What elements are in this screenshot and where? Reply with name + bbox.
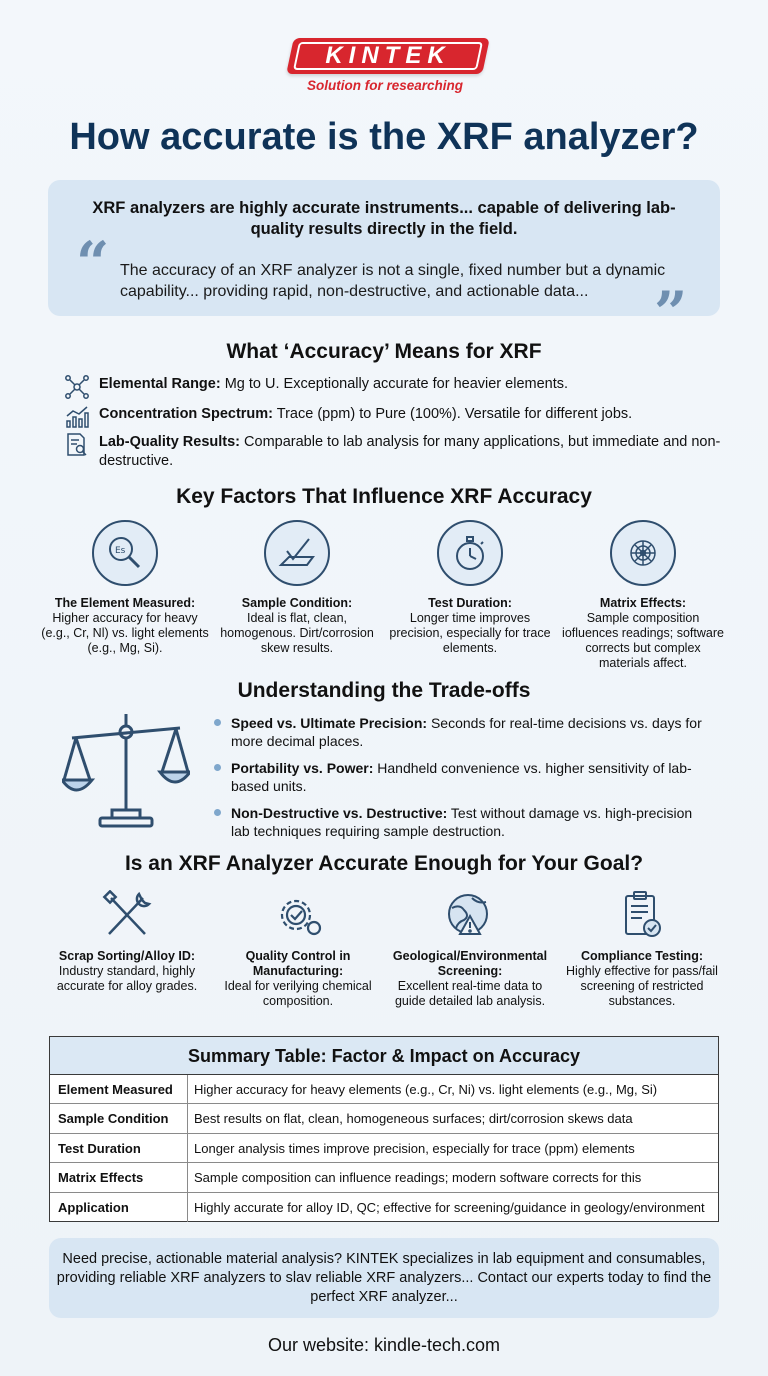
goal-section-title: Is an XRF Analyzer Accurate Enough for Your Goal? [124, 852, 644, 875]
kintek-logo [282, 38, 488, 98]
clipboard-check-icon [614, 890, 670, 940]
summary-table-title: Summary Table: Factor & Impact on Accuracy [50, 1037, 718, 1075]
table-cell-factor: Test Duration [50, 1134, 188, 1162]
bar-chart-icon [64, 404, 90, 430]
stopwatch-icon [437, 520, 503, 586]
definition-body: Mg to U. Exceptionally accurate for heavier elements. [220, 376, 569, 392]
table-row [50, 1104, 718, 1133]
goal-title: Compliance Testing: [580, 949, 703, 963]
checked-surface-icon [264, 520, 330, 586]
atom-icon [64, 374, 90, 400]
call-to-action: Need precise, actionable material analysis? KINTEK specializes in lab equipment and consumables, providing reliable XRF analyzers to slav reliable XRF analyzers... Contact our experts today to find the perfect XRF analyzer... [49, 1238, 719, 1318]
tradeoff-body: Test without damage vs. high-precision lab techniques requiring sample destruction. [231, 805, 693, 839]
element-magnifier-icon [92, 520, 158, 586]
tradeoff-label: Non-Destructive vs. Destructive: [231, 805, 448, 821]
factor-card [213, 520, 381, 656]
definition-label: Lab-Quality Results: [99, 434, 240, 450]
goal-description: Excellent real-time data to guide detailed lab analysis. [394, 979, 546, 1008]
goal-description: Industry standard, highly accurate for alloy grades. [56, 964, 198, 993]
gear-check-icon [270, 890, 326, 940]
table-cell-factor: Matrix Effects [50, 1163, 188, 1191]
tradeoff-body: Seconds for real-time decisions vs. days for more decimal places. [231, 715, 702, 749]
tradeoff-item [214, 714, 714, 750]
summary-table [49, 1036, 719, 1222]
table-row [50, 1075, 718, 1104]
matrix-sphere-icon [610, 520, 676, 586]
factor-description: Ideal is flat, clean, homogenous. Dirt/corrosion skew results. [220, 611, 374, 655]
goal-title: Geological/Environmental Screening: [392, 949, 548, 978]
tradeoff-item [214, 804, 714, 840]
factor-title: Sample Condition: [241, 596, 353, 610]
table-cell-impact: Higher accuracy for heavy elements (e.g., Cr, Ni) vs. light elements (e.g., Mg, Si) [194, 1082, 658, 1097]
balance-scale-icon [62, 712, 190, 832]
factor-description: Higher accuracy for heavy (e.g., Cr, Nl) vs. light elements (e.g., Mg, Si). [41, 611, 209, 655]
goal-card [384, 890, 556, 1009]
tradeoff-item [214, 759, 714, 795]
factor-card [559, 520, 727, 671]
intro-box [48, 180, 720, 347]
table-row [50, 1134, 718, 1163]
definition-body: Comparable to lab analysis for many applications, but immediate and non-destructive. [99, 434, 721, 469]
factors-section-title: Key Factors That Influence XRF Accuracy [176, 485, 592, 508]
tradeoff-label: Speed vs. Ultimate Precision: [231, 715, 428, 731]
factor-card [386, 520, 554, 656]
table-row [50, 1163, 718, 1192]
quote-close-icon: ” [654, 279, 688, 347]
svg-text:Es: Es [115, 546, 126, 556]
tradeoff-body: Handheld convenience vs. higher sensitivity of lab-based units. [231, 760, 692, 794]
definition-text [99, 375, 724, 394]
factor-description: Longer time improves precision, especially for trace elements. [389, 611, 551, 655]
tradeoffs-section-title: Understanding the Trade-offs [237, 679, 531, 702]
factor-description: Sample composition iofluences readings; software corrects but complex materials affect. [562, 611, 724, 670]
globe-warning-icon [442, 890, 498, 940]
definition-label: Concentration Spectrum: [99, 406, 274, 422]
definition-body: Trace (ppm) to Pure (100%). Versatile for different jobs. [273, 406, 633, 422]
accuracy-section-title: What ‘Accuracy’ Means for XRF [226, 340, 542, 363]
table-cell-impact: Best results on flat, clean, homogeneous surfaces; dirt/corrosion skews data [194, 1111, 633, 1127]
goal-card [41, 890, 213, 994]
page-title: How accurate is the XRF analyzer? [69, 116, 699, 158]
factor-card [41, 520, 209, 656]
definition-text [99, 433, 724, 471]
factor-title: Test Duration: [428, 596, 512, 610]
goal-title: Quality Control in Manufacturing: [245, 949, 351, 978]
goal-card [212, 890, 384, 1009]
definition-text [99, 405, 724, 424]
goal-description: Ideal for verilying chemical composition. [224, 979, 372, 1008]
wrench-screwdriver-icon [99, 890, 155, 940]
table-cell-impact: Longer analysis times improve precision, especially for trace (ppm) elements [194, 1140, 635, 1156]
quote-open-icon: “ [76, 229, 110, 297]
definition-label: Elemental Range: [99, 376, 221, 392]
tradeoff-label: Portability vs. Power: [231, 760, 374, 776]
table-cell-impact: Sample composition can influence readings; modern software corrects for this [194, 1170, 642, 1186]
intro-statement: XRF analyzers are highly accurate instruments... capable of delivering lab-quality results directly in the field. [92, 199, 676, 238]
factor-title: Matrix Effects: [599, 596, 687, 610]
goal-description: Highly effective for pass/fail screening of restricted substances. [566, 964, 718, 1008]
table-cell-factor: Application [50, 1193, 188, 1222]
table-cell-impact: Highly accurate for alloy ID, QC; effective for screening/guidance in geology/environment [194, 1199, 705, 1215]
table-cell-factor: Sample Condition [50, 1104, 188, 1132]
website-link[interactable]: Our website: kindle-tech.com [267, 1335, 501, 1355]
table-row [50, 1193, 718, 1222]
logo-wordmark: KINTEK [325, 42, 451, 69]
intro-quote: The accuracy of an XRF analyzer is not a single, fixed number but a dynamic capability... providing rapid, non-destructive, and actionable data... [120, 262, 666, 300]
tradeoffs-list [214, 714, 714, 849]
logo-tagline: Solution for researching [306, 78, 464, 93]
goal-card [556, 890, 728, 1009]
report-magnifier-icon [64, 432, 90, 458]
table-cell-factor: Element Measured [50, 1075, 188, 1103]
factor-title: The Element Measured: [54, 596, 196, 610]
goal-title: Scrap Sorting/Alloy ID: [58, 949, 196, 963]
